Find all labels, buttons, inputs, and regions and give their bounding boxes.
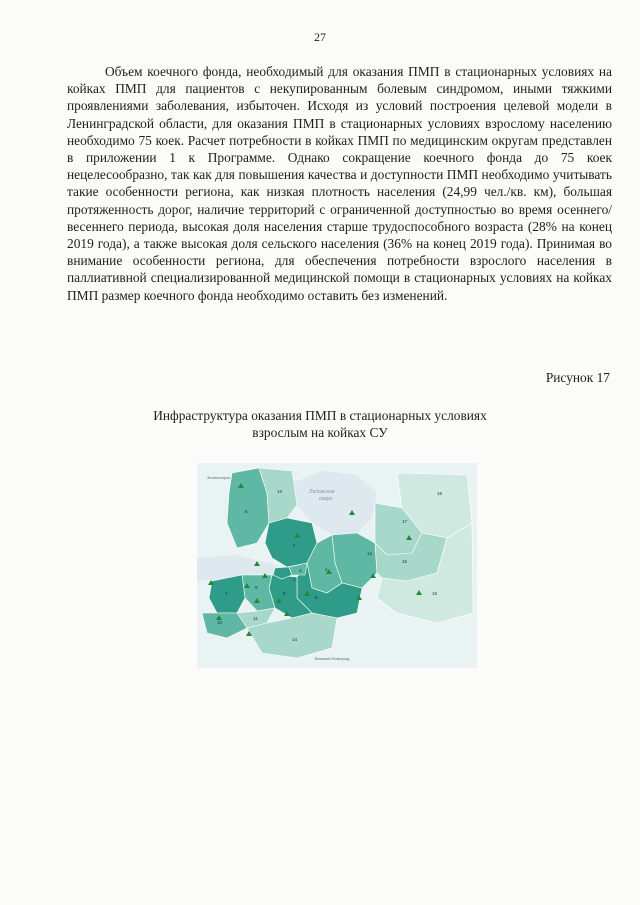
region-number: 3	[299, 568, 302, 573]
place-label-zelenogorsk: Зеленогорск	[207, 475, 231, 480]
figure-title-line2: взрослым на койках СУ	[252, 425, 388, 440]
region-number: 13	[277, 489, 283, 494]
region-number: 9	[255, 585, 258, 590]
region-number: 5	[283, 591, 286, 596]
region-number: 2	[293, 543, 296, 548]
figure-title-line1: Инфраструктура оказания ПМП в стационарных условиях	[153, 408, 487, 423]
figure-label: Рисунок 17	[545, 370, 610, 385]
region-number: 16	[432, 591, 438, 596]
region-number: 7	[225, 591, 228, 596]
region-number: 18	[437, 491, 443, 496]
body-text	[67, 63, 612, 304]
region-number: 12	[367, 551, 373, 556]
region-number: 14	[292, 637, 298, 642]
body-paragraph: Объем коечного фонда, необходимый для оказания ПМП в стационарных условиях на койках ПМП для пациентов с некупированным болевым синдромом, иными тяжкими проявлениями заболевания, избыточен. Исходя из условий построения целевой модели в Ленинградской области, для оказания ПМП в стационарных условиях взрослому населению необходимо 75 коек. Расчет потребности в койках ПМП по медицинским округам представлен в приложении 1 к Программе. Однако сокращение коечного фонда до 75 коек нецелесообразно, так как для повышения качества и доступности ПМП необходимо учитывать такие особенности региона, как низкая плотность населения (24,99 чел./кв. км), большая протяженность дорог, наличие территорий с ограниченной доступностью во время осеннего/весеннего периода, высокая доля населения старше трудоспособного возраста (28% на конец 2019 года), а также высокая доля сельского населения (36% на конец 2019 года). Принимая во внимание особенности региона, для обеспечения потребности взрослого населения в паллиативной специализированной медицинской помощи в стационарных условиях на койках ПМП размер коечного фонда необходимо оставить без изменений.	[67, 64, 612, 303]
page-number: 27	[314, 30, 326, 44]
region-number: 15	[402, 559, 408, 564]
region-number: 4	[325, 567, 328, 572]
region-number: 6	[315, 595, 318, 600]
region-number: 10	[217, 620, 223, 625]
region-number: 11	[253, 616, 258, 621]
region-number: 17	[402, 519, 408, 524]
place-label-novgorod-1: Великий Новгород	[315, 656, 350, 661]
region-map	[197, 463, 477, 668]
figure-title	[0, 407, 640, 441]
lake-label-line2: озеро	[319, 496, 333, 502]
region-number: 8	[245, 509, 248, 514]
region-number: 1	[293, 577, 296, 582]
lake-label-line1: Ладожское	[309, 489, 335, 495]
